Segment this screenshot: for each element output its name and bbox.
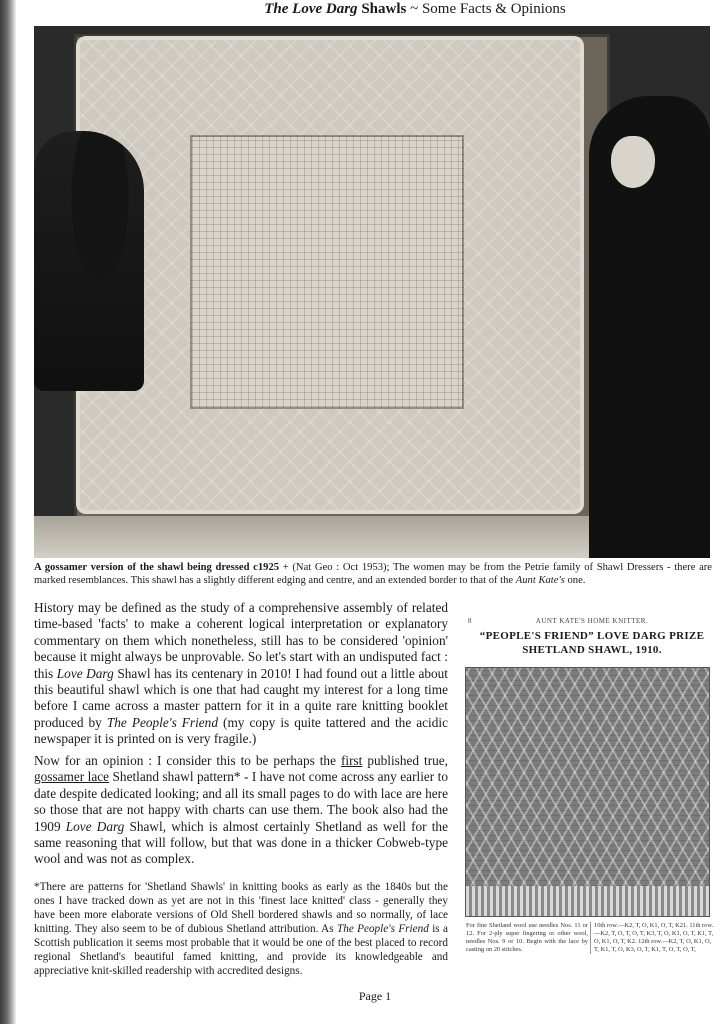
para1-italic-b: Love Darg <box>56 665 114 681</box>
para1-text-c: Shawl has its centenary in 2010! I had found out a little about this beautiful shawl which is one that had caught my interest for a long time before I came across a master pattern for it in a quite rare knitting booklet produced by <box>34 665 448 730</box>
clipping-title-line1: “PEOPLE'S FRIEND” LOVE DARG PRIZE <box>479 630 705 642</box>
clipping-instructions-left: For fine Shetland wool use needles Nos. 11 or 12. For 2-ply super fingering or other wool, needles Nos. 9 or 10. Begin with the lace by casting on 20 stitches. <box>466 922 588 953</box>
para1-text-e: (my copy is quite tattered and the acidic newspaper it is printed on is very fragile.) <box>34 714 448 747</box>
clipping-header <box>472 617 712 657</box>
shawl-photograph <box>34 26 710 558</box>
para2-underline-b: first <box>340 753 363 768</box>
para1-italic-d: The People's Friend <box>106 714 218 730</box>
para2-underline-d: gossamer lace <box>34 769 110 785</box>
footnote <box>34 880 448 978</box>
paragraph-1 <box>34 600 448 748</box>
clipping-shawl-image <box>465 667 710 917</box>
clipping-shawl-edging <box>466 886 709 916</box>
para2-italic-f: Love Darg <box>65 818 125 834</box>
footnote-italic-b: The People's Friend <box>337 923 429 935</box>
caption-text: (Nat Geo : Oct 1953); The women may be from the Petrie family of Shawl Dressers - there are marked resemblances. This shawl has a slightly different edging and centre, and an extended border to that of the <box>34 562 713 586</box>
photo-caption <box>34 561 712 587</box>
shawl-centre-panel <box>190 135 464 409</box>
woman-right-figure <box>589 96 710 558</box>
binding-shadow <box>0 0 16 1024</box>
header-title-bold: Shawls <box>361 1 407 17</box>
lace-shawl <box>80 40 580 510</box>
woman-left-figure <box>34 131 144 391</box>
para2-text-a: Now for an opinion : I consider this to be perhaps the <box>34 753 336 768</box>
clipping-page-marker: 8 <box>468 617 472 625</box>
caption-plus: + <box>282 562 289 573</box>
header-subtitle: Some Facts & Opinions <box>421 1 566 17</box>
page-number: Page 1 <box>358 989 392 1003</box>
footnote-text-a: *There are patterns for 'Shetland Shawls' in knitting books as early as the 1840s but the ones I have tracked down as yet are not in this 'finest lace knitted' class - generally they have been more elaborate versions of Old Shell bordered shawls and so normally, of lace knitting. They also seem to be of dubious Shetland attribution. As <box>34 881 448 935</box>
para1-text-a: History may be defined as the study of a comprehensive assembly of related time-based 'facts' to make a coherent logical interpretation or explanatory commentary on them which nonetheless, still has to be considered 'opinion' because it might always be unprovable. So let's start with an undisputed fact : this <box>34 600 448 681</box>
footnote-text-c: is a Scottish publication it seems most probable that it would be one of the best placed to record regional Shetland's beautiful famed knitting, and provide its knowledgeable and appreciative knit-skilled readership with accredited designs. <box>34 923 449 977</box>
para2-text-g: Shawl, which is almost certainly Shetland as well for the same reasoning that will follow, but that was done in a thicker Cobweb-type wool and was not as complex. <box>34 818 448 867</box>
para2-text-e: Shetland shawl pattern* - I have not come across any earlier to date despite dedicated looking; and all its small pages to do with lace are here so those that are not happy with charts can use them. The book also had the 1909 <box>34 769 449 834</box>
caption-italic: Aunt Kate's <box>515 575 565 586</box>
caption-bold: A gossamer version of the shawl being dressed c1925 <box>34 562 280 573</box>
clipping-title-line2: SHETLAND SHAWL, 1910. <box>522 644 662 656</box>
header-separator: ~ <box>410 1 419 17</box>
para2-text-c: published true, <box>367 753 449 768</box>
clipping-kicker: AUNT KATE'S HOME KNITTER. <box>535 617 649 625</box>
header-title-italic: The Love Darg <box>264 1 358 17</box>
clipping-instructions-right: 10th row.—K2, T, O, K1, O, T, K21. 11th row.—K2, T, O, T, O, T, K3, T, O, K1, O, T, K1, T, O, K1, O, T, K2. 12th row.—K2, T, O, K1, O, T, K1, T, O, K3, O, T, K1, T, O, T, O, T, <box>590 922 714 954</box>
paragraph-2 <box>34 753 448 868</box>
page-header <box>180 0 650 20</box>
woman-right-face <box>611 136 655 188</box>
caption-end: one. <box>567 575 586 586</box>
